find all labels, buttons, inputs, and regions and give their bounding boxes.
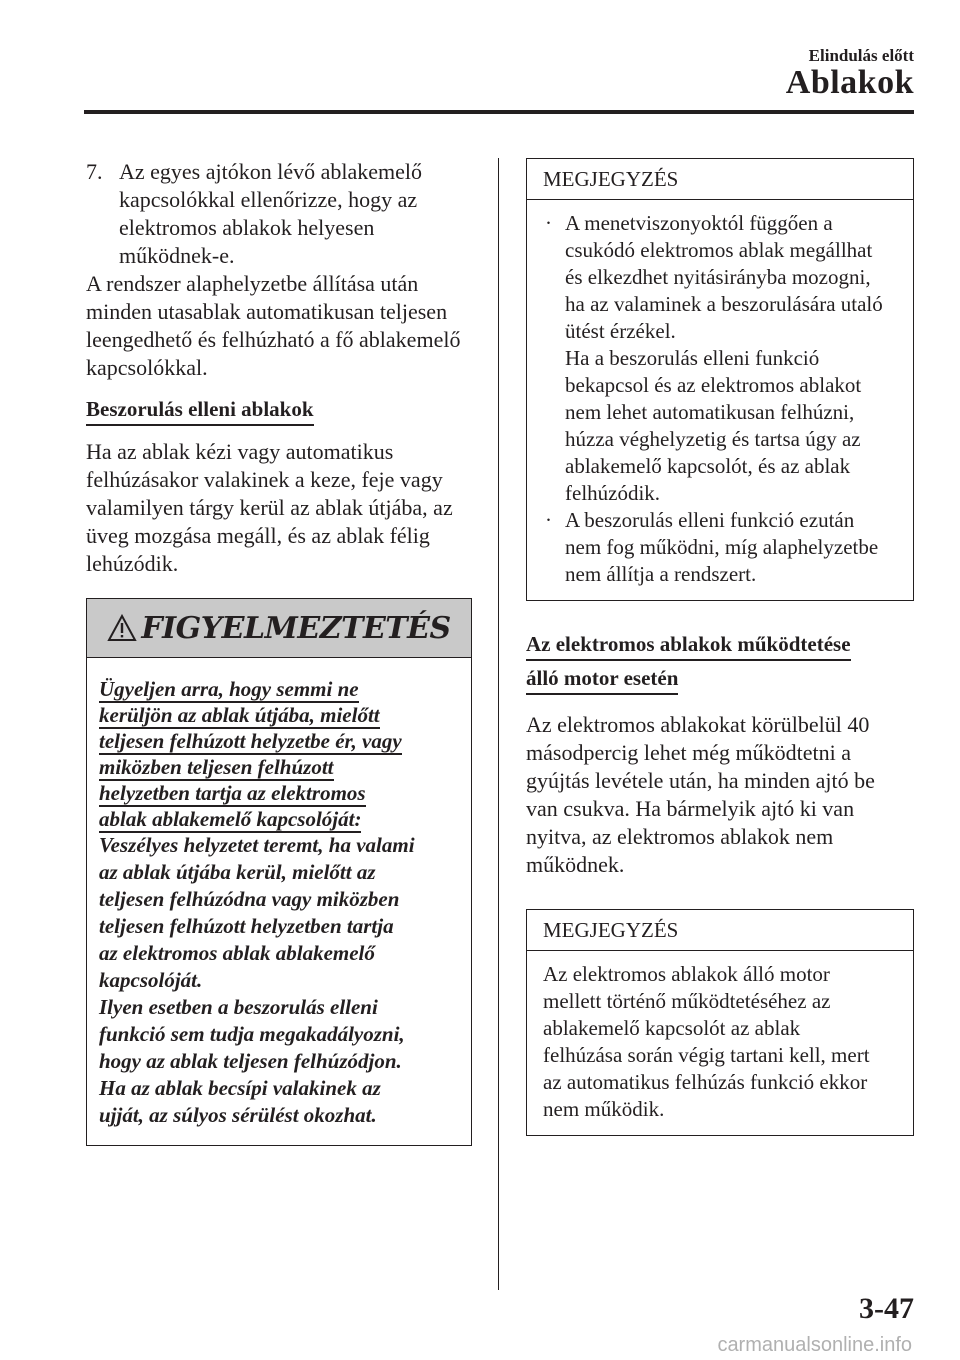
note-box [526,158,914,601]
paragraph-line: van csukva. Ha bármelyik ajtó ki van [526,796,855,821]
warning-line: teljesen felhúzott helyzetben tartja [99,914,394,938]
warning-line: funkció sem tudja megakadályozni, [99,1022,405,1046]
paragraph-line: kapcsolókkal. [86,355,208,380]
bullet-dot: · [545,211,552,235]
warning-line: ujját, az súlyos sérülést okozhat. [99,1103,377,1127]
subheading-anti-pinch: Beszorulás elleni ablakok [86,396,314,426]
step-number: 7. [86,159,103,184]
paragraph-line: Ha az ablak kézi vagy automatikus [86,439,394,464]
note-line: ütést érzékel. [565,319,676,343]
subheading-engine-off: álló motor esetén [526,665,678,695]
step-7-line: Az egyes ajtókon lévő ablakemelő [119,159,423,184]
anti-pinch-paragraph [86,438,472,578]
warning-box [86,598,472,1146]
note-body [527,200,913,600]
warning-title: FIGYELMEZTETÉS [141,610,451,646]
step-7-line: elektromos ablakok helyesen [119,215,375,240]
paragraph-line: felhúzásakor valakinek a keze, feje vagy [86,467,443,492]
warning-line: ablak ablakemelő kapcsolóját: [99,807,362,831]
note-bullet [543,507,901,588]
warning-line: Ilyen esetben a beszorulás elleni [99,995,378,1019]
paragraph-line: minden utasablak automatikusan teljesen [86,299,448,324]
page-title: Ablakok [785,64,914,101]
paragraph-line: működnek. [526,852,625,877]
note-line: A menetviszonyoktól függően a [565,211,833,235]
right-column [526,158,914,1136]
warning-line: kapcsolóját. [99,968,203,992]
step-7-line: kapcsolókkal ellenőrizze, hogy az [119,187,418,212]
note-line: az automatikus felhúzás funkció ekkor [543,1070,868,1094]
note-line: nem működik. [543,1097,665,1121]
warning-line: miközben teljesen felhúzott [99,755,334,779]
paragraph-line: Az elektromos ablakokat körülbelül 40 [526,712,870,737]
warning-line: teljesen felhúzódna vagy miközben [99,887,400,911]
note-line: nem állítja a rendszert. [565,562,757,586]
note-line: és elkezdhet nyitásirányba mozogni, [565,265,871,289]
warning-line: Ügyeljen arra, hogy semmi ne [99,677,359,701]
warning-triangle-icon [107,614,137,642]
note-line: ablakemelő kapcsolót az ablak [543,1016,801,1040]
subheading-engine-off: Az elektromos ablakok működtetése [526,631,851,661]
note-title: MEGJEGYZÉS [527,910,913,951]
left-column [86,158,472,1146]
warning-line: helyzetben tartja az elektromos [99,781,366,805]
paragraph-line: gyújtás levétele után, ha minden ajtó be [526,768,875,793]
note-line: Az elektromos ablakok álló motor [543,962,830,986]
note-line: bekapcsol és az elektromos ablakot [565,373,862,397]
warning-body [87,658,471,1145]
warning-line: hogy az ablak teljesen felhúzódjon. [99,1049,402,1073]
warning-line: teljesen felhúzott helyzetbe ér, vagy [99,729,402,753]
section-label: Elindulás előtt [808,46,914,65]
note-line: Ha a beszorulás elleni funkció [565,346,820,370]
note-line: mellett történő működtetéséhez az [543,989,831,1013]
page-number: 3-47 [859,1292,914,1325]
paragraph-line: leengedhető és felhúzható a fő ablakemelő [86,327,461,352]
bullet-dot: · [545,508,552,532]
note-body [527,951,913,1135]
note-line: nem lehet automatikusan felhúzni, [565,400,855,424]
note-box [526,909,914,1136]
note-line: csukódó elektromos ablak megállhat [565,238,873,262]
paragraph-line: másodpercig lehet még működtetni a [526,740,852,765]
paragraph-line: üveg mozgása megáll, és az ablak félig [86,523,430,548]
warning-line: az elektromos ablak ablakemelő [99,941,375,965]
warning-line: az ablak útjába kerül, mielőtt az [99,860,376,884]
reset-paragraph [86,270,472,382]
paragraph-line: lehúzódik. [86,551,179,576]
note-line: ablakemelő kapcsolót, és az ablak [565,454,851,478]
warning-line: Veszélyes helyzetet teremt, ha valami [99,833,415,857]
warning-line: Ha az ablak becsípi valakinek az [99,1076,381,1100]
column-divider [498,158,499,1290]
note-line: ha az valaminek a beszorulására utaló [565,292,883,316]
note-bullet [543,210,901,507]
watermark: carmanualsonline.info [717,1334,912,1356]
header-rule [84,110,914,114]
step-7-line: működnek-e. [119,243,235,268]
paragraph-line: A rendszer alaphelyzetbe állítása után [86,271,419,296]
engine-off-paragraph [526,711,914,879]
step-7 [86,158,472,270]
note-line: felhúzódik. [565,481,661,505]
warning-line: kerüljön az ablak útjába, mielőtt [99,703,380,727]
warning-header [87,599,471,658]
paragraph-line: valamilyen tárgy kerül az ablak útjába, az [86,495,453,520]
paragraph-line: nyitva, az elektromos ablakok nem [526,824,834,849]
note-line: nem fog működni, míg alaphelyzetbe [565,535,879,559]
note-line: A beszorulás elleni funkció ezután [565,508,855,532]
note-line: felhúzása során végig tartani kell, mert [543,1043,870,1067]
note-title: MEGJEGYZÉS [527,159,913,200]
note-line: húzza véghelyzetig és tartsa úgy az [565,427,861,451]
